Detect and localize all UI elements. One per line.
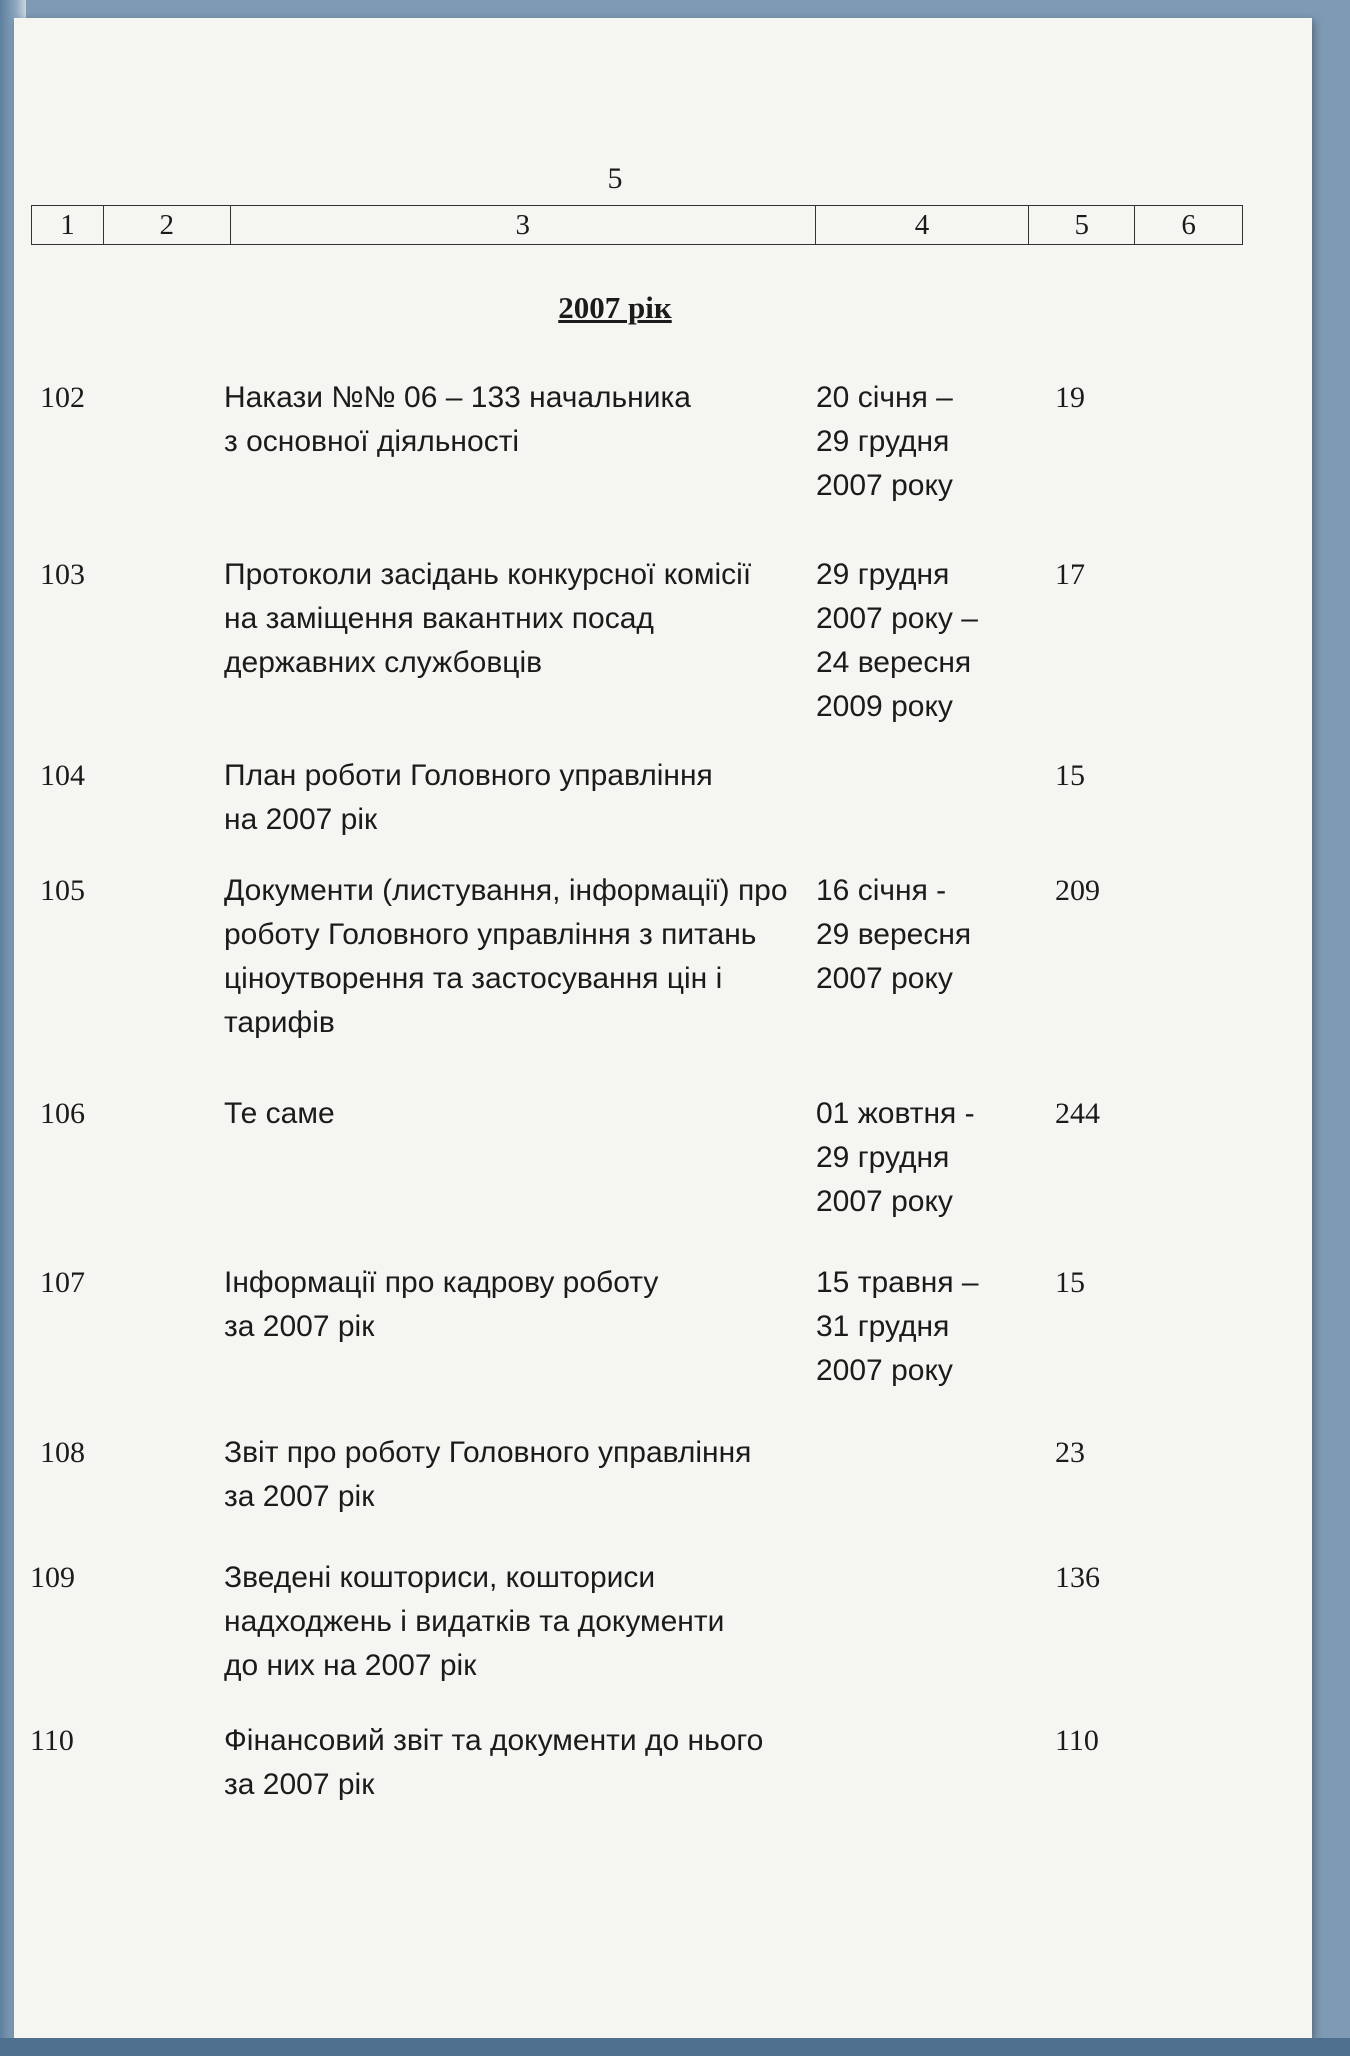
row-number: 102	[40, 381, 85, 414]
row-sheet-count: 19	[1055, 381, 1085, 414]
row-date-line: 2007 року	[816, 962, 953, 995]
row-title-line: тарифів	[224, 1006, 335, 1039]
row-date-line: 2007 року –	[816, 602, 978, 635]
row-title-line: Фінансовий звіт та документи до нього	[224, 1724, 764, 1757]
row-title	[224, 376, 824, 464]
row-title	[224, 1092, 824, 1136]
row-title-line: за 2007 рік	[224, 1480, 375, 1513]
row-sheet-count: 209	[1055, 874, 1100, 907]
row-number: 108	[40, 1436, 85, 1469]
row-number: 110	[30, 1724, 74, 1757]
row-date-line: 24 вересня	[816, 646, 972, 679]
row-title-line: Зведені кошториси, кошториси	[224, 1561, 656, 1594]
row-title-line: Те саме	[224, 1097, 335, 1130]
row-title-line: Звіт про роботу Головного управління	[224, 1436, 752, 1469]
row-sheet-count: 15	[1055, 759, 1085, 792]
row-date-line: 29 грудня	[816, 1141, 950, 1174]
row-date-line: 20 січня –	[816, 381, 953, 414]
row-sheet-count: 15	[1055, 1266, 1085, 1299]
row-title-line: за 2007 рік	[224, 1768, 375, 1801]
row-sheet-count: 110	[1055, 1724, 1099, 1757]
row-title-line: Накази №№ 06 – 133 начальника	[224, 381, 691, 414]
row-number: 105	[40, 874, 85, 907]
row-date-line: 2007 року	[816, 469, 953, 502]
row-title-line: державних службовців	[224, 646, 543, 679]
row-title-line: Протоколи засідань конкурсної комісії	[224, 558, 752, 591]
row-date-line: 15 травня –	[816, 1266, 979, 1299]
row-title	[224, 1719, 824, 1807]
row-title-line: за 2007 рік	[224, 1310, 375, 1343]
row-date-line: 29 грудня	[816, 558, 950, 591]
row-title	[224, 869, 824, 1045]
row-date-line: 01 жовтня -	[816, 1097, 975, 1130]
row-title-line: роботу Головного управління з питань	[224, 918, 757, 951]
row-title-line: на заміщення вакантних посад	[224, 602, 654, 635]
row-title-line: Інформації про кадрову роботу	[224, 1266, 659, 1299]
row-title	[224, 553, 824, 685]
row-title-line: План роботи Головного управління	[224, 759, 713, 792]
row-title-line: ціноутворення та застосування цін і	[224, 962, 723, 995]
row-sheet-count: 244	[1055, 1097, 1100, 1130]
row-sheet-count: 17	[1055, 558, 1085, 591]
row-dates	[816, 1261, 1026, 1393]
row-title	[224, 1431, 824, 1519]
row-date-line: 29 грудня	[816, 425, 950, 458]
row-date-line: 2007 року	[816, 1185, 953, 1218]
row-number: 106	[40, 1097, 85, 1130]
page-number: 5	[607, 162, 623, 195]
row-dates	[816, 376, 1026, 508]
header-col-1: 1	[32, 206, 104, 244]
year-heading: 2007 рік	[558, 290, 672, 325]
row-date-line: 29 вересня	[816, 918, 972, 951]
row-title-line: Документи (листування, інформації) про	[224, 874, 788, 907]
row-title	[224, 1261, 824, 1349]
row-title	[224, 1556, 824, 1688]
row-date-line: 31 грудня	[816, 1310, 950, 1343]
row-dates	[816, 1092, 1026, 1224]
row-date-line: 2007 року	[816, 1354, 953, 1387]
row-number: 103	[40, 558, 85, 591]
row-title-line: до них на 2007 рік	[224, 1649, 477, 1682]
row-sheet-count: 23	[1055, 1436, 1085, 1469]
row-sheet-count: 136	[1055, 1561, 1100, 1594]
row-title-line: з основної діяльності	[224, 425, 520, 458]
row-dates	[816, 553, 1026, 729]
header-col-4: 4	[816, 206, 1030, 244]
row-title-line: на 2007 рік	[224, 803, 378, 836]
row-number: 109	[30, 1561, 75, 1594]
row-title-line: надходжень і видатків та документи	[224, 1605, 725, 1638]
row-number: 104	[40, 759, 85, 792]
header-col-2: 2	[104, 206, 231, 244]
row-date-line: 2009 року	[816, 690, 953, 723]
row-dates	[816, 869, 1026, 1001]
header-col-6: 6	[1181, 208, 1196, 241]
row-number: 107	[40, 1266, 85, 1299]
header-col-3: 3	[231, 206, 816, 244]
row-title	[224, 754, 824, 842]
row-date-line: 16 січня -	[816, 874, 947, 907]
header-col-5: 5	[1029, 206, 1135, 244]
